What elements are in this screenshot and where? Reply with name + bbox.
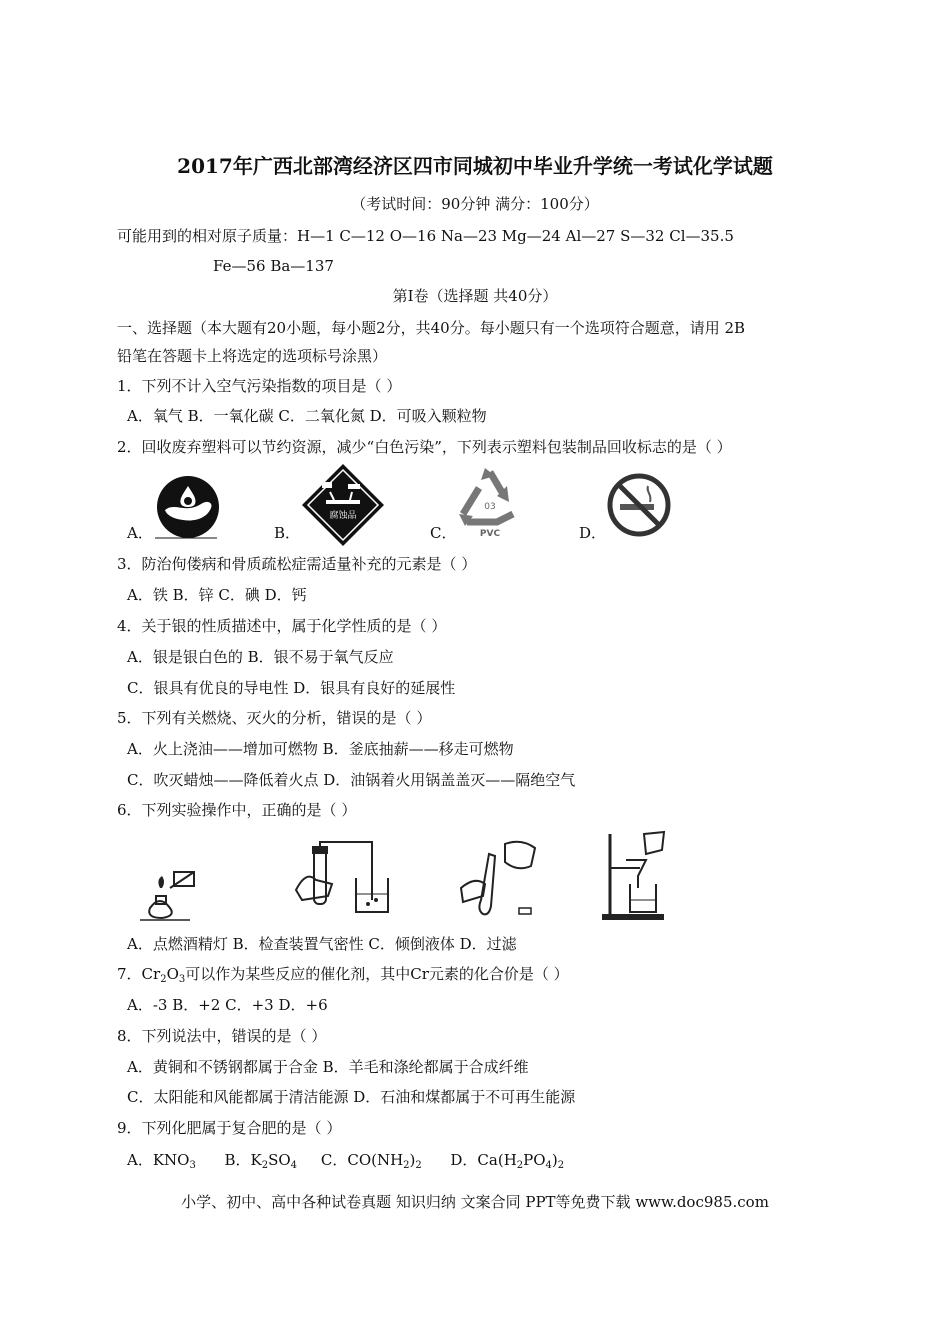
q2-label-a: A．: [127, 524, 153, 542]
q3-stem: 3．防治佝偻病和骨质疏松症需适量补充的元素是（ ）: [117, 555, 477, 573]
q2-stem: 2．回收废弃塑料可以节约资源，减少“白色污染”，下列表示塑料包装制品回收标志的是（ ）: [117, 438, 732, 456]
q9-stem: 9．下列化肥属于复合肥的是（ ）: [117, 1119, 342, 1137]
q4-options1: A．银是银白色的 B．银不易于氧气反应: [127, 648, 394, 666]
footer-text: 小学、初中、高中各种试卷真题 知识归纳 文案合同 PPT等免费下载 www.doc985.com: [181, 1193, 769, 1211]
recycle-pvc-icon: [455, 466, 525, 538]
alcohol-lamp-lighting-icon: [140, 858, 200, 922]
q5-options2: C．吹灭蜡烛——降低着火点 D．油锅着火用锅盖盖灭——隔绝空气: [127, 771, 576, 789]
q4-options2: C．银具有优良的导电性 D．银具有良好的延展性: [127, 679, 456, 697]
q5-stem: 5．下列有关燃烧、灭火的分析，错误的是（ ）: [117, 709, 432, 727]
recycle-code: 03: [484, 502, 496, 512]
q6-options: A．点燃酒精灯 B．检查装置气密性 C．倾倒液体 D．过滤: [127, 935, 517, 953]
q2-label-d: D．: [579, 524, 607, 542]
page-title: 2017年广西北部湾经济区四市同城初中毕业升学统一考试化学试题: [177, 154, 773, 178]
water-drop-symbol-icon: [155, 474, 221, 540]
corrosive-hazard-icon: [300, 462, 386, 548]
corrosive-label: 腐蚀品: [329, 511, 357, 521]
instructions-line1: 一、选择题（本大题有20小题，每小题2分，共40分。每小题只有一个选项符合题意，请用 2B: [117, 319, 746, 337]
q4-stem: 4．关于银的性质描述中，属于化学性质的是（ ）: [117, 617, 447, 635]
filtration-icon: [600, 828, 672, 922]
atomic-masses-line1: 可能用到的相对原子质量：H—1 C—12 O—16 Na—23 Mg—24 Al—27 S—32 Cl—35.5: [117, 227, 734, 245]
q7-stem: 7．$Cr_2O_3$可以作为某些反应的催化剂，其中Cr元素的化合价是（ ）: [117, 965, 569, 985]
section-title: 第Ⅰ卷（选择题 共40分）: [392, 287, 558, 305]
q3-options: A．铁 B．锌 C．碘 D．钙: [127, 586, 307, 604]
q5-options1: A．火上浇油——增加可燃物 B．釜底抽薪——移走可燃物: [127, 740, 514, 758]
no-smoking-icon: [606, 472, 672, 538]
q2-label-c: C．: [430, 524, 457, 542]
q2-label-b: B．: [274, 524, 301, 542]
q6-stem: 6．下列实验操作中，正确的是（ ）: [117, 801, 357, 819]
q1-stem: 1．下列不计入空气污染指数的项目是（ ）: [117, 377, 402, 395]
atomic-masses-line2: Fe—56 Ba—137: [213, 257, 334, 275]
q9-options: A．$KNO_3$ B．$K_2SO_4$ C．$CO(NH_2)_2$ D．$Ca(H_2PO_4)_2$: [127, 1151, 565, 1171]
recycle-text: PVC: [479, 529, 501, 538]
q1-options: A．氧气 B．一氧化碳 C．二氧化氮 D．可吸入颗粒物: [127, 407, 487, 425]
q8-options2: C．太阳能和风能都属于清洁能源 D．石油和煤都属于不可再生能源: [127, 1088, 576, 1106]
exam-info: （考试时间：90分钟 满分：100分）: [351, 195, 599, 213]
airtightness-check-icon: [292, 840, 396, 922]
q8-stem: 8．下列说法中，错误的是（ ）: [117, 1027, 327, 1045]
pouring-liquid-icon: [455, 836, 545, 920]
instructions-line2: 铅笔在答题卡上将选定的选项标号涂黑）: [117, 347, 388, 365]
q7-options: A．-3 B．+2 C．+3 D．+6: [127, 996, 328, 1014]
q8-options1: A．黄铜和不锈钢都属于合金 B．羊毛和涤纶都属于合成纤维: [127, 1058, 529, 1076]
